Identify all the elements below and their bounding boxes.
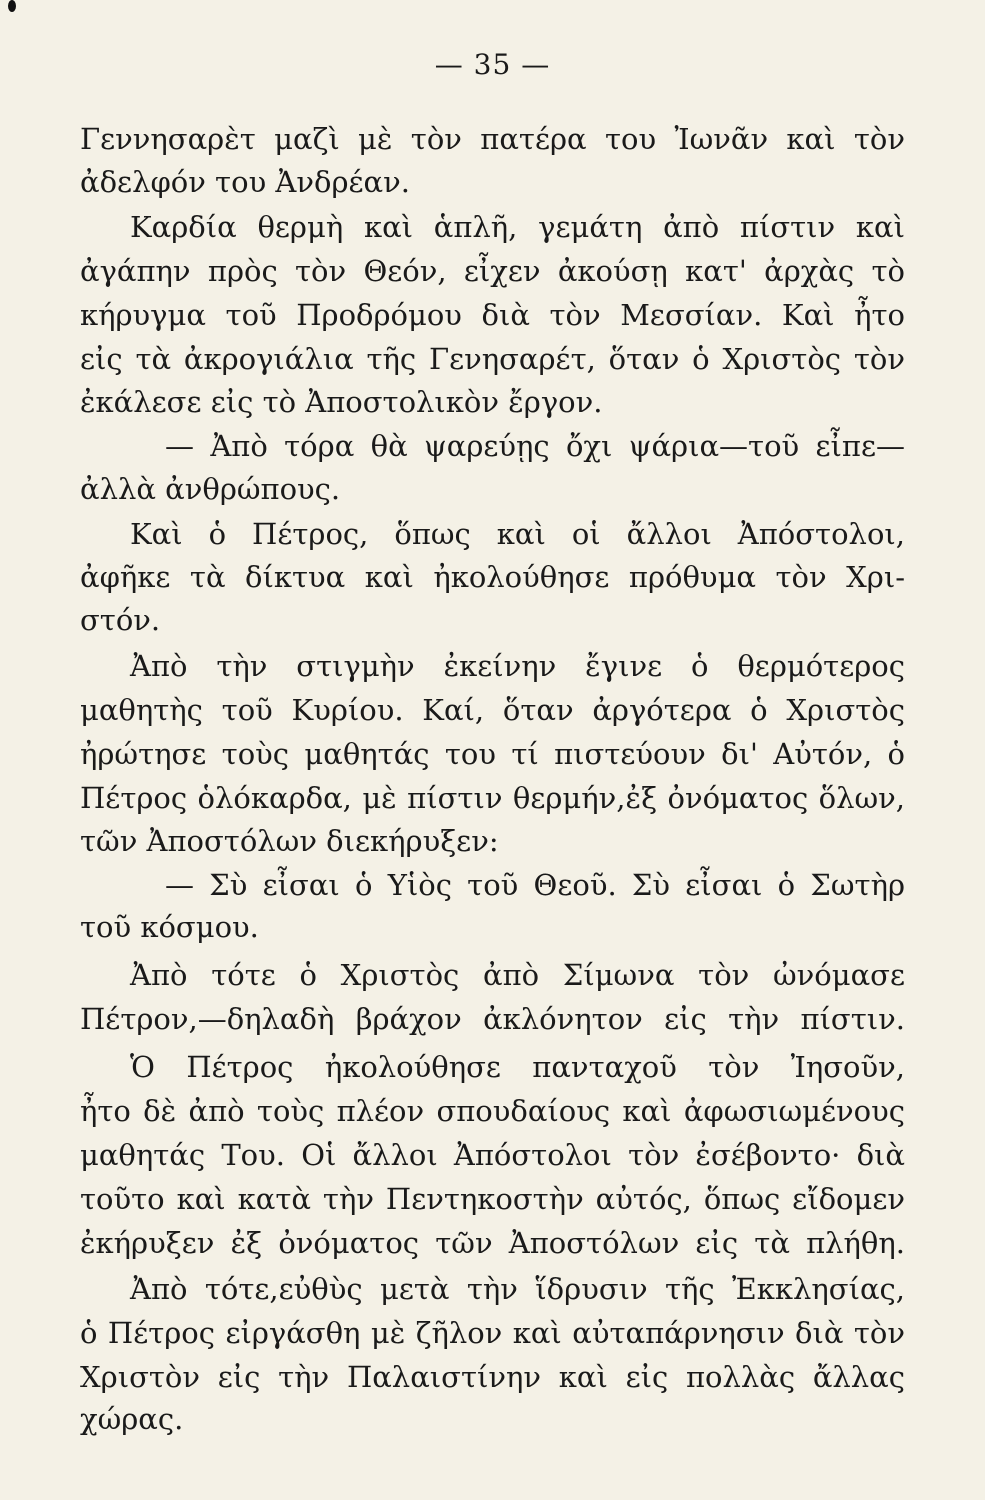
- text-line: ἐκήρυξεν ἐξ ὀνόματος τῶν Ἀποστόλων εἰς τὰ πλήθη.: [80, 1226, 905, 1260]
- text-line: χώρας.: [80, 1402, 184, 1436]
- text-line: τῶν Ἀποστόλων διεκήρυξεν:: [80, 824, 499, 858]
- text-line: τοῦ κόσμου.: [80, 910, 259, 944]
- text-line: Ἀπὸ τότε ὁ Χριστὸς ἀπὸ Σίμωνα τὸν ὠνόμασε: [130, 958, 905, 992]
- text-line: Πέτρον,—δηλαδὴ βράχον ἀκλόνητον εἰς τὴν πίστιν.: [80, 1002, 905, 1036]
- text-line: Χριστὸν εἰς τὴν Παλαιστίνην καὶ εἰς πολλὰς ἄλλας: [80, 1360, 905, 1394]
- text-line: ἀδελφόν του Ἀνδρέαν.: [80, 165, 410, 199]
- ink-speck: [8, 0, 16, 12]
- text-line: μαθητὴς τοῦ Κυρίου. Καί, ὅταν ἀργότερα ὁ Χριστὸς: [80, 693, 905, 727]
- text-line: ἀγάπην πρὸς τὸν Θεόν, εἶχεν ἀκούσῃ κατ' ἀρχὰς τὸ: [80, 254, 905, 288]
- text-line: ἀφῆκε τὰ δίκτυα καὶ ἠκολούθησε πρόθυμα τὸν Χρι-: [80, 560, 905, 594]
- text-line: ἀλλὰ ἀνθρώπους.: [80, 472, 341, 506]
- text-line: Καὶ ὁ Πέτρος, ὅπως καὶ οἱ ἄλλοι Ἀπόστολοι,: [130, 517, 905, 551]
- text-line: ἦτο δὲ ἀπὸ τοὺς πλέον σπουδαίους καὶ ἀφωσιωμένους: [80, 1094, 905, 1128]
- page-number: — 35 —: [434, 48, 551, 81]
- text-line: ἐκάλεσε εἰς τὸ Ἀποστολικὸν ἔργον.: [80, 385, 603, 419]
- text-line: ὁ Πέτρος εἰργάσθη μὲ ζῆλον καὶ αὐταπάρνησιν διὰ τὸν: [80, 1316, 905, 1350]
- text-line: — Ἀπὸ τόρα θὰ ψαρεύῃς ὄχι ψάρια—τοῦ εἶπε—: [165, 429, 905, 463]
- text-line: Ἀπὸ τότε,εὐθὺς μετὰ τὴν ἵδρυσιν τῆς Ἐκκλησίας,: [130, 1272, 905, 1306]
- text-line: ἠρώτησε τοὺς μαθητάς του τί πιστεύουν δι' Αὐτόν, ὁ: [80, 737, 905, 771]
- text-line: Ὁ Πέτρος ἠκολούθησε πανταχοῦ τὸν Ἰησοῦν,: [130, 1050, 905, 1084]
- text-line: εἰς τὰ ἀκρογιάλια τῆς Γενησαρέτ, ὅταν ὁ Χριστὸς τὸν: [80, 342, 905, 376]
- text-line: Γεννησαρὲτ μαζὶ μὲ τὸν πατέρα του Ἰωνᾶν καὶ τὸν: [80, 122, 905, 156]
- text-line: κήρυγμα τοῦ Προδρόμου διὰ τὸν Μεσσίαν. Καὶ ἦτο: [80, 298, 905, 332]
- text-line: στόν.: [80, 603, 161, 637]
- text-line: Πέτρος ὁλόκαρδα, μὲ πίστιν θερμήν,ἐξ ὀνόματος ὅλων,: [80, 781, 905, 815]
- text-line: — Σὺ εἶσαι ὁ Υἱὸς τοῦ Θεοῦ. Σὺ εἶσαι ὁ Σωτὴρ: [165, 868, 905, 902]
- text-line: Καρδία θερμὴ καὶ ἁπλῆ, γεμάτη ἀπὸ πίστιν καὶ: [130, 210, 905, 244]
- text-line: τοῦτο καὶ κατὰ τὴν Πεντηκοστὴν αὐτός, ὅπως εἴδομεν: [80, 1182, 905, 1216]
- text-line: μαθητάς Του. Οἱ ἄλλοι Ἀπόστολοι τὸν ἐσέβοντο· διὰ: [80, 1138, 905, 1172]
- text-line: Ἀπὸ τὴν στιγμὴν ἐκείνην ἔγινε ὁ θερμότερος: [130, 649, 905, 683]
